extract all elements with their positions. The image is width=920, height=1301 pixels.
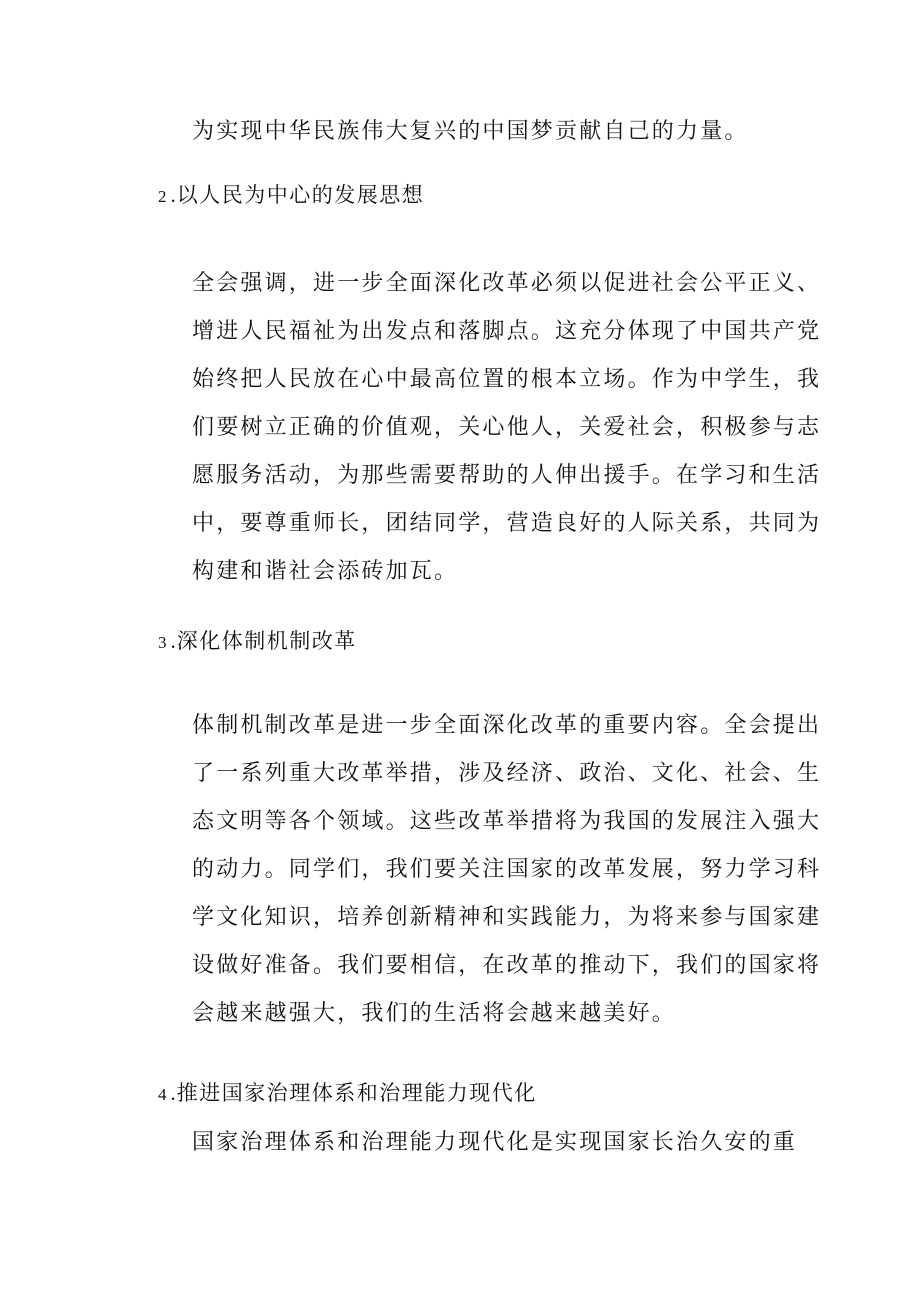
- paragraph-line: 始终把人民放在心中最高位置的根本立场。作为中学生，我: [192, 367, 822, 392]
- section-title: 深化体制机制改革: [176, 629, 357, 653]
- section-title: 以人民为中心的发展思想: [176, 183, 425, 207]
- paragraph-line: 中，要尊重师长，团结同学，营造良好的人际关系，共同为: [192, 511, 822, 536]
- paragraph-line: 愿服务活动，为那些需要帮助的人伸出援手。在学习和生活: [192, 463, 822, 488]
- paragraph-line: 们要树立正确的价值观，关心他人，关爱社会，积极参与志: [192, 415, 822, 440]
- section-dot: .: [170, 629, 176, 653]
- section-title: 推进国家治理体系和治理能力现代化: [176, 1081, 537, 1105]
- section-dot: .: [170, 183, 176, 207]
- section-heading-4: [158, 1078, 537, 1110]
- section-number: 2: [158, 187, 167, 206]
- paragraph-line: 构建和谐社会添砖加瓦。: [192, 559, 459, 584]
- paragraph-line: 体制机制改革是进一步全面深化改革的重要内容。全会提出: [192, 713, 822, 738]
- paragraph-line: 会越来越强大，我们的生活将会越来越美好。: [192, 1001, 677, 1026]
- section-number: 4: [158, 1085, 167, 1104]
- section-heading-2: [158, 180, 424, 212]
- paragraph-line: 增进人民福祉为出发点和落脚点。这充分体现了中国共产党: [192, 319, 822, 344]
- paragraph-line: 设做好准备。我们要相信，在改革的推动下，我们的国家将: [192, 953, 822, 978]
- section-heading-3: [158, 626, 357, 658]
- section-number: 3: [158, 633, 167, 652]
- paragraph-line: 为实现中华民族伟大复兴的中国梦贡献自己的力量。: [192, 119, 749, 144]
- paragraph-line: 国家治理体系和治理能力现代化是实现国家长治久安的重: [192, 1130, 798, 1155]
- section-dot: .: [170, 1081, 176, 1105]
- paragraph-line: 学文化知识，培养创新精神和实践能力，为将来参与国家建: [192, 905, 822, 930]
- paragraph-line: 全会强调，进一步全面深化改革必须以促进社会公平正义、: [192, 271, 822, 296]
- paragraph-line: 态文明等各个领域。这些改革举措将为我国的发展注入强大: [192, 809, 822, 834]
- paragraph-line: 的动力。同学们，我们要关注国家的改革发展，努力学习科: [192, 857, 822, 882]
- paragraph-line: 了一系列重大改革举措，涉及经济、政治、文化、社会、生: [192, 761, 822, 786]
